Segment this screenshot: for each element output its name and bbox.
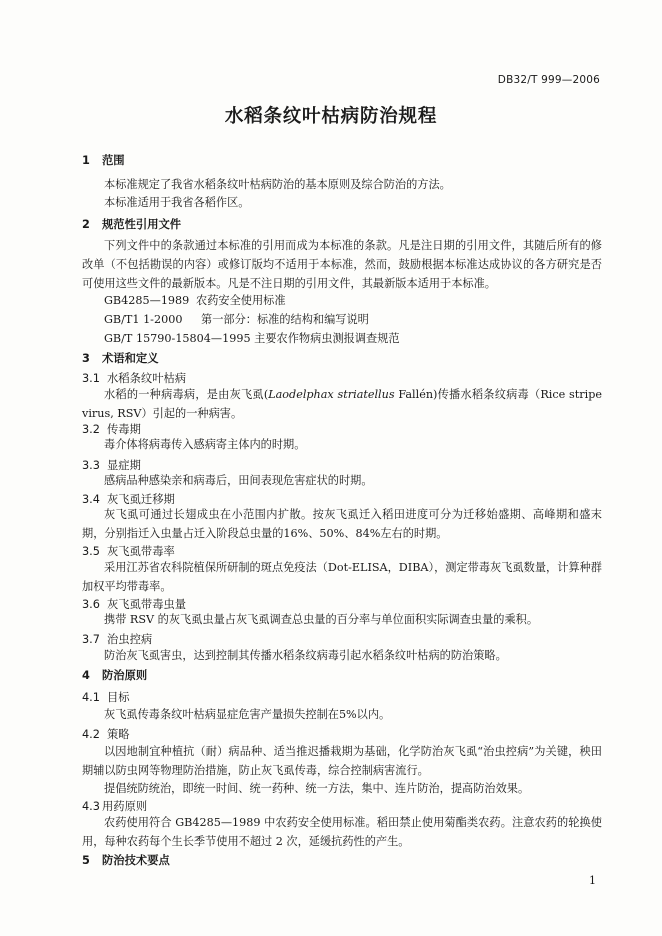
- paragraph: 毒介体将病毒传入感病寄主体内的时期。: [104, 438, 306, 451]
- subsection-title: 目标: [107, 691, 130, 704]
- paragraph: 灰飞虱可通过长翅成虫在小范围内扩散。按灰飞虱迁入稻田进度可分为迁移始盛期、高峰期和盛末期，分别指迁入虫量占迁入阶段总虫量的16%、50%、84%左右的时期。: [82, 508, 602, 540]
- reference-code: GB/T1 1-2000: [104, 313, 183, 326]
- text-run: 水稻的一种病毒病，是由灰飞虱(: [104, 388, 269, 401]
- section-number: 4: [82, 669, 90, 682]
- subsection-number: 3.5: [82, 545, 100, 558]
- section-5-heading: [82, 852, 170, 868]
- paragraph: 携带 RSV 的灰飞虱虫量占灰飞虱调查总虫量的百分率与单位面积实际调查虫量的乘积。: [104, 613, 539, 626]
- subsection-number: 3.7: [82, 633, 100, 646]
- reference-title: 农药安全使用标准: [196, 294, 286, 307]
- section-3-heading: [82, 350, 159, 366]
- paragraph: [82, 385, 602, 423]
- subsection-3-5-heading: [82, 543, 175, 559]
- section-title: 术语和定义: [102, 352, 159, 365]
- section-number: 3: [82, 352, 90, 365]
- section-title: 范围: [102, 154, 125, 167]
- reference-title: 第一部分：标准的结构和编写说明: [201, 313, 369, 326]
- subsection-number: 4.3: [82, 800, 100, 813]
- paragraph: 下列文件中的条款通过本标准的引用而成为本标准的条款。凡是注日期的引用文件，其随后所有的修改单（不包括勘误的内容）或修订版均不适用于本标准，然而，鼓励根据本标准达成协议的各方研究是否可使用这些文件的最新版本。凡是不注日期的引用文件，其最新版本适用于本标准。: [82, 239, 602, 290]
- section-number: 2: [82, 218, 90, 231]
- subsection-number: 3.1: [82, 372, 100, 385]
- subsection-3-1-heading: [82, 370, 186, 386]
- page-number: 1: [589, 874, 596, 887]
- reference-item: [104, 311, 369, 327]
- subsection-number: 3.2: [82, 423, 100, 436]
- subsection-title: 灰飞虱迁移期: [107, 493, 175, 506]
- subsection-number: 3.4: [82, 493, 100, 506]
- paragraph: 采用江苏省农科院植保所研制的斑点免疫法（Dot-ELISA，DIBA），测定带毒灰飞虱数量，计算种群加权平均带毒率。: [82, 561, 602, 593]
- paragraph: 灰飞虱传毒条纹叶枯病显症危害产量损失控制在5%以内。: [104, 708, 391, 721]
- section-4-heading: [82, 667, 147, 683]
- paragraph: 农药使用符合 GB4285—1989 中农药安全使用标准。稻田禁止使用菊酯类农药。注意农药的轮换使用，每种农药每个生长季节使用不超过 2 次，延缓抗药性的产生。: [82, 816, 602, 848]
- subsection-4-1-heading: [82, 689, 130, 705]
- subsection-number: 3.6: [82, 598, 100, 611]
- section-number: 1: [82, 154, 90, 167]
- reference-title: 主要农作物病虫测报调查规范: [254, 332, 400, 345]
- paragraph: 感病品种感染亲和病毒后，田间表现危害症状的时期。: [104, 474, 373, 487]
- section-number: 5: [82, 854, 90, 867]
- paragraph: 本标准规定了我省水稻条纹叶枯病防治的基本原则及综合防治的方法。: [104, 178, 451, 191]
- paragraph: 防治灰飞虱害虫，达到控制其传播水稻条纹病毒引起水稻条纹叶枯病的防治策略。: [104, 649, 507, 662]
- subsection-title: 用药原则: [102, 800, 148, 813]
- subsection-title: 策略: [107, 728, 130, 741]
- subsection-title: 传毒期: [107, 423, 141, 436]
- subsection-title: 水稻条纹叶枯病: [107, 372, 187, 385]
- reference-code: GB4285—1989: [104, 294, 190, 307]
- reference-code: GB/T 15790-15804—1995: [104, 332, 251, 345]
- subsection-4-2-heading: [82, 726, 130, 742]
- species-name: Laodelphax striatellus: [268, 388, 395, 401]
- standard-code: DB32/T 999—2006: [497, 74, 600, 86]
- reference-item: [104, 330, 400, 346]
- subsection-number: 4.2: [82, 728, 100, 741]
- paragraph: 本标准适用于我省各稻作区。: [104, 196, 250, 209]
- subsection-number: 3.3: [82, 459, 100, 472]
- subsection-title: 治虫控病: [107, 633, 153, 646]
- subsection-3-7-heading: [82, 631, 152, 647]
- section-title: 防治技术要点: [102, 854, 170, 867]
- reference-item: [104, 292, 286, 308]
- paragraph: 以因地制宜种植抗（耐）病品种、适当推迟播栽期为基础，化学防治灰飞虱“治虫控病”为关键，秧田期辅以防虫网等物理防治措施，防止灰飞虱传毒，综合控制病害流行。: [82, 745, 602, 777]
- section-1-heading: [82, 152, 125, 168]
- subsection-title: 显症期: [107, 459, 141, 472]
- section-title: 防治原则: [102, 669, 148, 682]
- text-run: Fallén)传播水稻条纹病毒（Rice stripe virus, RSV）引起的一种病害。: [82, 388, 602, 420]
- subsection-title: 灰飞虱带毒率: [107, 545, 175, 558]
- subsection-4-3-heading: [82, 798, 147, 814]
- document-title: 水稻条纹叶枯病防治规程: [224, 106, 438, 127]
- paragraph: 提倡统防统治，即统一时间、统一药种、统一方法，集中、连片防治，提高防治效果。: [104, 782, 530, 795]
- section-2-heading: [82, 216, 181, 232]
- section-title: 规范性引用文件: [102, 218, 182, 231]
- subsection-title: 灰飞虱带毒虫量: [107, 598, 187, 611]
- subsection-number: 4.1: [82, 691, 100, 704]
